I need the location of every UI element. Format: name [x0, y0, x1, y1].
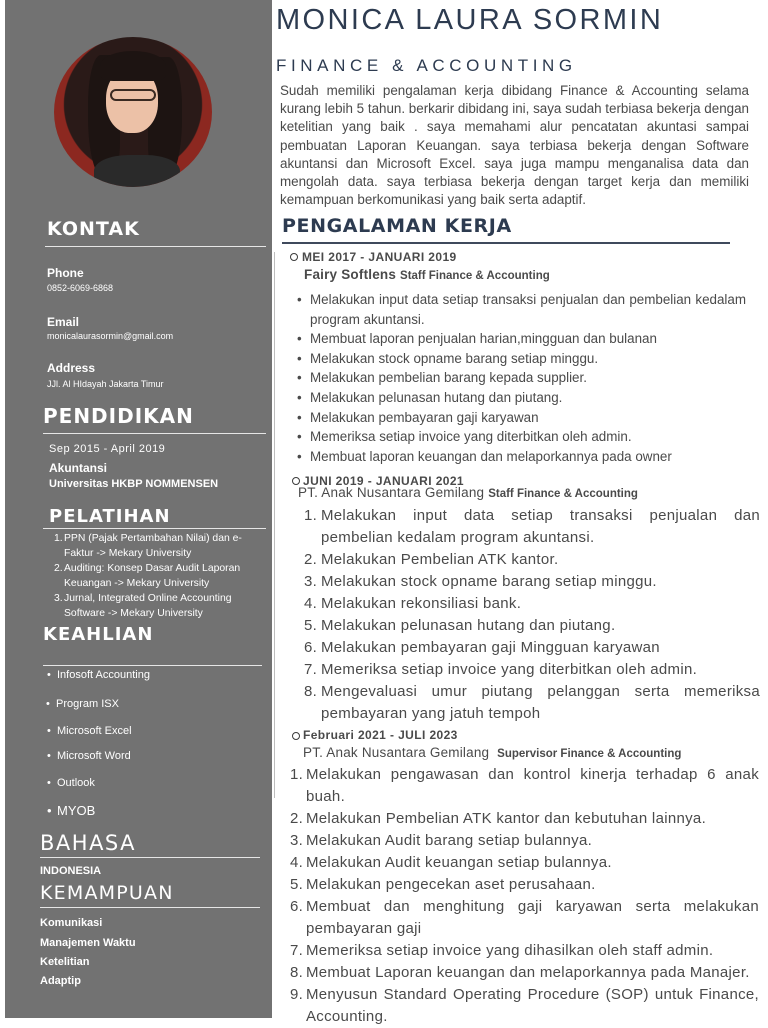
timeline-circle-icon: [292, 477, 300, 485]
full-name: MONICA LAURA SORMIN: [276, 4, 664, 36]
job-task-list: [304, 505, 760, 725]
list-item: • Memeriksa setiap invoice yang diterbitkan oleh admin.: [297, 429, 632, 445]
training-item: 2. Auditing: Konsep Dasar Audit Laporan Keuangan -> Mekary University: [54, 563, 241, 589]
list-item: 7. Memeriksa setiap invoice yang diterbitkan oleh admin.: [304, 661, 698, 678]
list-item: 7. Memeriksa setiap invoice yang dihasilkan oleh staff admin.: [290, 942, 714, 959]
list-item: 2. Melakukan Pembelian ATK kantor.: [304, 551, 559, 568]
list-item: 1. Melakukan input data setiap transaksi penjualan dan pembelian kedalam program akuntansi.: [304, 507, 760, 546]
email-value: monicalaurasormin@gmail.com: [47, 331, 174, 341]
skill-item: • Microsoft Word: [47, 750, 131, 762]
list-item: 4. Melakukan rekonsiliasi bank.: [304, 595, 522, 612]
skill-item: • Microsoft Excel: [47, 725, 132, 737]
list-item: • Melakukan input data setiap transaksi penjualan dan pembelian kedalam program akuntansi.: [297, 292, 746, 327]
experience-heading: PENGALAMAN KERJA: [282, 215, 512, 237]
address-value: JJl. Al HIdayah Jakarta Timur: [47, 379, 164, 389]
training-list: [40, 531, 289, 621]
bahasa-divider: [40, 857, 260, 858]
list-item: • Melakukan pembayaran gaji karyawan: [297, 409, 539, 425]
job-company: PT. Anak Nusantara Gemilang Staff Finance & Accounting: [298, 485, 638, 500]
skill-item: • Infosoft Accounting: [47, 669, 150, 681]
kemampuan-divider: [40, 907, 260, 908]
phone-value: 0852-6069-6868: [47, 283, 114, 293]
list-item: 4. Melakukan Audit keuangan setiap bulannya.: [290, 854, 612, 871]
list-item: • Melakukan pembelian barang kepada supplier.: [297, 370, 587, 386]
list-item: 2. Melakukan Pembelian ATK kantor dan kebutuhan lainnya.: [290, 810, 707, 827]
address-label: Address: [47, 361, 96, 375]
education-major: Akuntansi: [49, 461, 108, 475]
skill-item: • Program ISX: [46, 698, 119, 710]
experience-divider: [282, 242, 730, 244]
list-item: 9. Menyusun Standard Operating Procedure (SOP) untuk Finance, Accounting.: [290, 986, 759, 1025]
pendidikan-heading: PENDIDIKAN: [43, 404, 194, 428]
timeline-line: [274, 252, 275, 798]
ability-item: Ketelitian: [40, 956, 90, 968]
kemampuan-heading: KEMAMPUAN: [40, 882, 174, 904]
pelatihan-divider: [43, 528, 266, 529]
kontak-divider: [45, 246, 266, 247]
timeline-circle-icon: [290, 253, 298, 261]
ability-item: Manajemen Waktu: [40, 937, 136, 949]
list-item: • Membuat laporan keuangan dan melaporkannya pada owner: [297, 448, 672, 464]
keahlian-divider: [43, 665, 262, 666]
ability-item: Adaptip: [40, 975, 81, 987]
job-task-list: [297, 290, 746, 466]
bahasa-heading: BAHASA: [40, 831, 137, 855]
skill-item: • Outlook: [47, 777, 95, 789]
list-item: 6. Melakukan pembayaran gaji Mingguan karyawan: [304, 639, 660, 656]
list-item: • Melakukan stock opname barang setiap minggu.: [297, 350, 599, 366]
profile-summary: Sudah memiliki pengalaman kerja dibidang Finance & Accounting selama kurang lebih 5 tahun. berkarir dibidang ini, saya sudah terbiasa bekerja dengan ketelitian yang baik . saya memahami alur pencatatan akuntasi sampai pembuatan Laporan Keuangan. saya terbiasa bekerja dengan Software akuntansi dan Microsoft Excel. saya juga mampu menganalisa data dan mengolah data. saya terbiasa bekerja dengan target kerja dan memiliki kemampuan berkomunikasi yang baik serta adaptif.: [280, 83, 749, 208]
education-school: Universitas HKBP NOMMENSEN: [49, 478, 219, 490]
keahlian-heading: KEAHLIAN: [43, 624, 154, 645]
list-item: 5. Melakukan pelunasan hutang dan piutang.: [304, 617, 616, 634]
job-task-list: [290, 764, 759, 1028]
list-item: • Melakukan pelunasan hutang dan piutang.: [297, 389, 563, 405]
list-item: 5. Melakukan pengecekan aset perusahaan.: [290, 876, 596, 893]
training-item: 3. Jurnal, Integrated Online Accounting Software -> Mekary University: [54, 593, 232, 619]
sidebar: [5, 0, 272, 1018]
training-item: 1. PPN (Pajak Pertambahan Nilai) dan e- Faktur -> Mekary University: [54, 533, 242, 559]
list-item: 3. Melakukan Audit barang setiap bulannya.: [290, 832, 593, 849]
job-company: Fairy Softlens Staff Finance & Accounting: [304, 267, 550, 282]
phone-label: Phone: [47, 266, 84, 280]
job-period: MEI 2017 - JANUARI 2019: [302, 250, 457, 264]
list-item: 3. Melakukan stock opname barang setiap minggu.: [304, 573, 657, 590]
job-role: FINANCE & ACCOUNTING: [276, 56, 577, 75]
kontak-heading: KONTAK: [47, 218, 140, 240]
ability-item: Komunikasi: [40, 917, 103, 929]
job-period: Februari 2021 - JULI 2023: [303, 728, 458, 742]
list-item: 8. Mengevaluasi umur piutang pelanggan serta memeriksa pembayaran yang jatuh tempoh: [304, 683, 760, 722]
timeline-circle-icon: [292, 732, 300, 740]
pelatihan-heading: PELATIHAN: [49, 506, 171, 527]
job-company: PT. Anak Nusantara Gemilang Supervisor Finance & Accounting: [303, 745, 682, 760]
list-item: 1. Melakukan pengawasan dan kontrol kinerja terhadap 6 anak buah.: [290, 766, 759, 805]
profile-photo: [54, 37, 212, 187]
pendidikan-divider: [43, 433, 266, 434]
list-item: • Membuat laporan penjualan harian,mingguan dan bulanan: [297, 331, 657, 347]
language-item: INDONESIA: [40, 865, 102, 877]
skill-item: • MYOB: [47, 803, 96, 818]
list-item: 6. Membuat dan menghitung gaji karyawan serta melakukan pembayaran gaji: [290, 898, 759, 937]
email-label: Email: [47, 315, 80, 329]
job-period: JUNI 2019 - JANUARI 2021: [303, 474, 465, 488]
education-period: Sep 2015 - April 2019: [49, 443, 166, 455]
list-item: 8. Membuat Laporan keuangan dan melaporkannya pada Manajer.: [290, 964, 750, 981]
